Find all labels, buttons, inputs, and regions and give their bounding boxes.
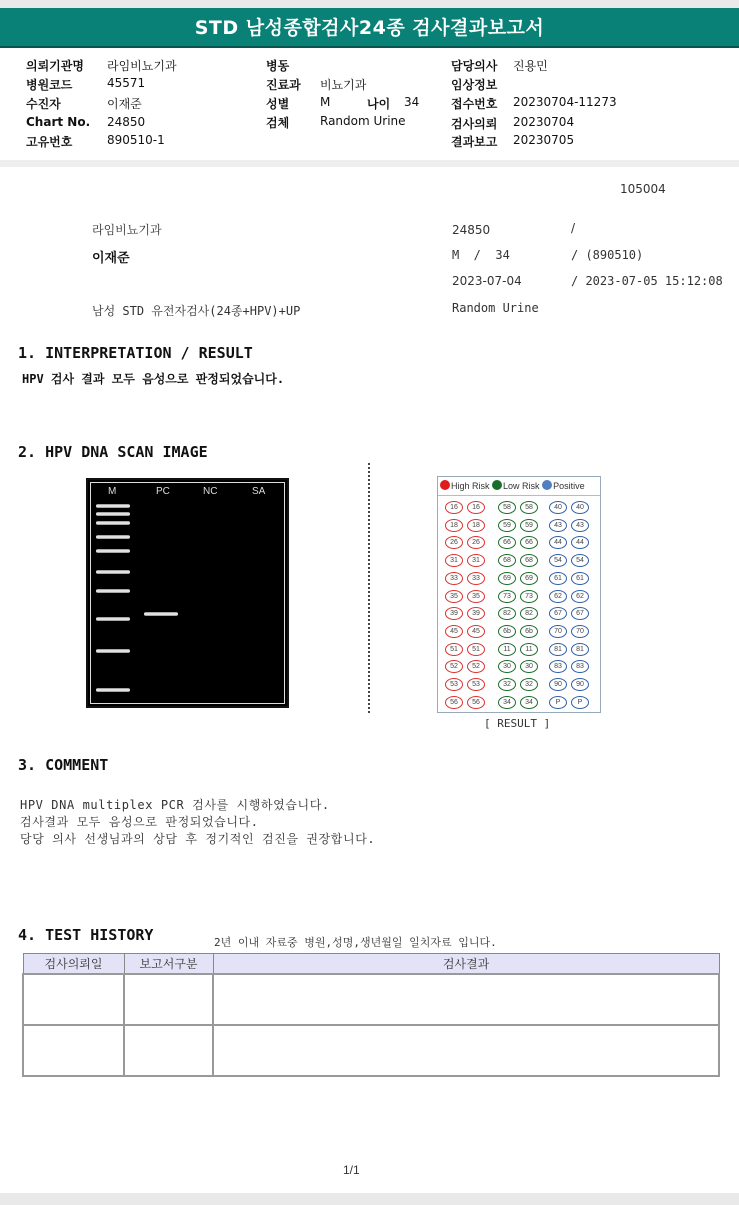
summary-request-date: 2023-07-04 <box>452 274 522 288</box>
hpv-type-oval: 44 <box>571 536 589 549</box>
value-specimen: Random Urine <box>320 114 406 128</box>
summary-chart-no: 24850 <box>452 223 491 237</box>
hpv-type-oval: 34 <box>520 696 538 709</box>
value-sex: M <box>320 95 331 109</box>
gel-image <box>86 478 289 708</box>
summary-clinic: 라임비뇨기과 <box>92 223 162 237</box>
table-row <box>23 1025 719 1076</box>
gel-lane-pc: PC <box>156 486 170 497</box>
high-risk-dot-icon <box>440 480 450 490</box>
history-header-result: 검사결과 <box>213 954 719 974</box>
hpv-type-oval: 90 <box>571 678 589 691</box>
hpv-type-oval: 43 <box>571 519 589 532</box>
label-chart-no: Chart No. <box>26 115 91 129</box>
summary-chart-sep: / <box>571 221 576 235</box>
label-request: 검사의뢰 <box>451 117 498 131</box>
hpv-type-oval: 70 <box>571 625 589 638</box>
gel-lane-sa: SA <box>252 486 266 497</box>
hpv-type-oval: 56 <box>467 696 485 709</box>
hpv-type-oval: 40 <box>549 501 567 514</box>
hpv-type-oval: P <box>549 696 567 709</box>
hpv-type-oval: 16 <box>467 501 485 514</box>
page-number: 1/1 <box>343 1163 360 1177</box>
hpv-type-oval: 54 <box>571 554 589 567</box>
hpv-type-oval: 82 <box>498 607 516 620</box>
hpv-type-oval: 6b <box>520 625 538 638</box>
label-clinical-info: 임상정보 <box>451 78 498 92</box>
hpv-type-oval: 62 <box>549 590 567 603</box>
hpv-type-oval: 83 <box>549 660 567 673</box>
ladder-band <box>96 504 130 508</box>
hpv-type-oval: 82 <box>520 607 538 620</box>
hpv-type-oval: P <box>571 696 589 709</box>
section2-title: 2. HPV DNA SCAN IMAGE <box>18 443 208 461</box>
comment-line: 당당 의사 선생님과의 상담 후 정기적인 검진을 권장합니다. <box>20 832 376 846</box>
hpv-type-oval: 31 <box>445 554 463 567</box>
label-clinic: 의뢰기관명 <box>26 59 84 73</box>
history-note: 2년 이내 자료중 병원,성명,생년월일 일치자료 입니다. <box>214 936 497 949</box>
hpv-type-oval: 81 <box>571 643 589 656</box>
summary-patient-name: 이재준 <box>92 251 130 266</box>
value-chart-no: 24850 <box>107 115 146 129</box>
interpretation-result: HPV 검사 결과 모두 음성으로 판정되었습니다. <box>22 372 285 386</box>
hpv-type-oval: 53 <box>445 678 463 691</box>
hpv-type-oval: 33 <box>467 572 485 585</box>
history-header-row <box>23 954 719 974</box>
hpv-type-oval: 69 <box>520 572 538 585</box>
summary-report-datetime: / 2023-07-05 15:12:08 <box>571 274 723 288</box>
label-patient: 수진자 <box>26 97 61 111</box>
value-patient: 이재준 <box>107 97 142 111</box>
hpv-type-oval: 33 <box>445 572 463 585</box>
ladder-band <box>96 617 130 621</box>
hpv-type-oval: 66 <box>520 536 538 549</box>
ladder-band <box>96 589 130 593</box>
report-code: 105004 <box>620 182 666 196</box>
hpv-legend <box>440 480 585 491</box>
history-header-date: 검사의뢰일 <box>23 954 124 974</box>
label-department: 진료과 <box>266 78 301 92</box>
hpv-type-oval: 53 <box>467 678 485 691</box>
divider-dotted <box>368 463 370 713</box>
hpv-type-oval: 11 <box>520 643 538 656</box>
comment-line: 검사결과 모두 음성으로 판정되었습니다. <box>20 815 259 829</box>
summary-test-name: 남성 STD 유전자검사(24종+HPV)+UP <box>92 304 301 318</box>
hpv-type-oval: 83 <box>571 660 589 673</box>
hpv-type-oval: 69 <box>498 572 516 585</box>
hpv-type-oval: 30 <box>520 660 538 673</box>
hpv-type-oval: 44 <box>549 536 567 549</box>
table-row <box>23 974 719 1025</box>
hpv-type-oval: 32 <box>498 678 516 691</box>
label-ward: 병동 <box>266 59 290 73</box>
ladder-band <box>96 521 130 525</box>
hpv-type-oval: 61 <box>571 572 589 585</box>
hpv-type-oval: 68 <box>520 554 538 567</box>
report-title: STD 남성종합검사24종 검사결과보고서 <box>0 8 739 48</box>
hpv-type-oval: 73 <box>520 590 538 603</box>
gel-lane-nc: NC <box>203 486 218 497</box>
hpv-type-oval: 70 <box>549 625 567 638</box>
ladder-band <box>96 688 130 692</box>
value-doctor: 진용민 <box>513 59 548 73</box>
low-risk-dot-icon <box>492 480 502 490</box>
value-age: 34 <box>404 95 420 109</box>
hpv-type-oval: 67 <box>571 607 589 620</box>
gel-lane-m: M <box>108 486 117 497</box>
hpv-type-oval: 51 <box>467 643 485 656</box>
hpv-type-oval: 58 <box>498 501 516 514</box>
hpv-type-oval: 68 <box>498 554 516 567</box>
hpv-type-oval: 81 <box>549 643 567 656</box>
label-specimen: 검체 <box>266 116 290 130</box>
positive-dot-icon <box>542 480 552 490</box>
legend-positive: Positive <box>553 481 585 491</box>
hpv-type-oval: 34 <box>498 696 516 709</box>
hpv-type-oval: 54 <box>549 554 567 567</box>
comment-text <box>20 797 375 848</box>
value-clinic: 라임비뇨기과 <box>107 59 177 73</box>
summary-specimen: Random Urine <box>452 301 539 315</box>
hpv-type-oval: 35 <box>467 590 485 603</box>
value-request: 20230704 <box>513 115 575 129</box>
hpv-type-oval: 26 <box>467 536 485 549</box>
legend-low-risk: Low Risk <box>503 481 540 491</box>
hpv-type-oval: 18 <box>445 519 463 532</box>
hpv-type-oval: 11 <box>498 643 516 656</box>
ladder-band <box>96 535 130 539</box>
hpv-type-oval: 43 <box>549 519 567 532</box>
pc-band <box>144 612 178 616</box>
hpv-type-oval: 56 <box>445 696 463 709</box>
hpv-type-oval: 40 <box>571 501 589 514</box>
label-receipt-no: 접수번호 <box>451 97 498 111</box>
history-cell <box>213 1025 719 1076</box>
ladder-band <box>96 549 130 553</box>
hpv-type-oval: 52 <box>467 660 485 673</box>
label-hospital-code: 병원코드 <box>26 78 73 92</box>
hpv-type-oval: 61 <box>549 572 567 585</box>
hpv-result-caption: [ RESULT ] <box>484 717 551 730</box>
label-unique-no: 고유번호 <box>26 135 73 149</box>
value-report: 20230705 <box>513 133 575 147</box>
info-separator <box>0 160 739 167</box>
label-doctor: 담당의사 <box>451 59 498 73</box>
label-age: 나이 <box>367 97 391 111</box>
ladder-band <box>96 570 130 574</box>
ladder-band <box>96 649 130 653</box>
value-hospital-code: 45571 <box>107 76 146 90</box>
hpv-type-oval: 6b <box>498 625 516 638</box>
hpv-type-oval: 59 <box>498 519 516 532</box>
top-strip <box>0 0 739 8</box>
history-cell <box>124 1025 213 1076</box>
hpv-type-oval: 73 <box>498 590 516 603</box>
label-sex: 성별 <box>266 97 290 111</box>
history-cell <box>213 974 719 1025</box>
hpv-type-oval: 67 <box>549 607 567 620</box>
hpv-type-oval: 18 <box>467 519 485 532</box>
hpv-type-oval: 66 <box>498 536 516 549</box>
hpv-type-oval: 35 <box>445 590 463 603</box>
hpv-type-oval: 58 <box>520 501 538 514</box>
hpv-type-oval: 62 <box>571 590 589 603</box>
history-table <box>22 953 720 1077</box>
hpv-type-oval: 51 <box>445 643 463 656</box>
hpv-type-oval: 30 <box>498 660 516 673</box>
comment-line: HPV DNA multiplex PCR 검사를 시행하였습니다. <box>20 798 330 812</box>
section1-title: 1. INTERPRETATION / RESULT <box>18 344 253 362</box>
section4-title: 4. TEST HISTORY <box>18 926 154 944</box>
history-cell <box>23 1025 124 1076</box>
hpv-type-oval: 45 <box>445 625 463 638</box>
legend-high-risk: High Risk <box>451 481 490 491</box>
hpv-type-oval: 52 <box>445 660 463 673</box>
history-header-type: 보고서구분 <box>124 954 213 974</box>
hpv-type-oval: 26 <box>445 536 463 549</box>
hpv-type-oval: 59 <box>520 519 538 532</box>
label-report: 결과보고 <box>451 135 498 149</box>
ladder-band <box>96 512 130 516</box>
hpv-type-oval: 31 <box>467 554 485 567</box>
hpv-type-oval: 39 <box>467 607 485 620</box>
legend-divider <box>438 495 600 496</box>
hpv-type-oval: 90 <box>549 678 567 691</box>
history-cell <box>124 974 213 1025</box>
hpv-type-oval: 39 <box>445 607 463 620</box>
summary-id: / (890510) <box>571 248 644 262</box>
hpv-type-oval: 45 <box>467 625 485 638</box>
hpv-type-oval: 32 <box>520 678 538 691</box>
hpv-type-oval: 16 <box>445 501 463 514</box>
bottom-strip <box>0 1193 739 1205</box>
summary-sex-age: M / 34 <box>452 248 510 262</box>
value-department: 비뇨기과 <box>320 78 367 92</box>
value-unique-no: 890510-1 <box>107 133 165 147</box>
hpv-result-panel <box>437 476 601 713</box>
value-receipt-no: 20230704-11273 <box>513 95 617 109</box>
history-cell <box>23 974 124 1025</box>
section3-title: 3. COMMENT <box>18 756 109 774</box>
